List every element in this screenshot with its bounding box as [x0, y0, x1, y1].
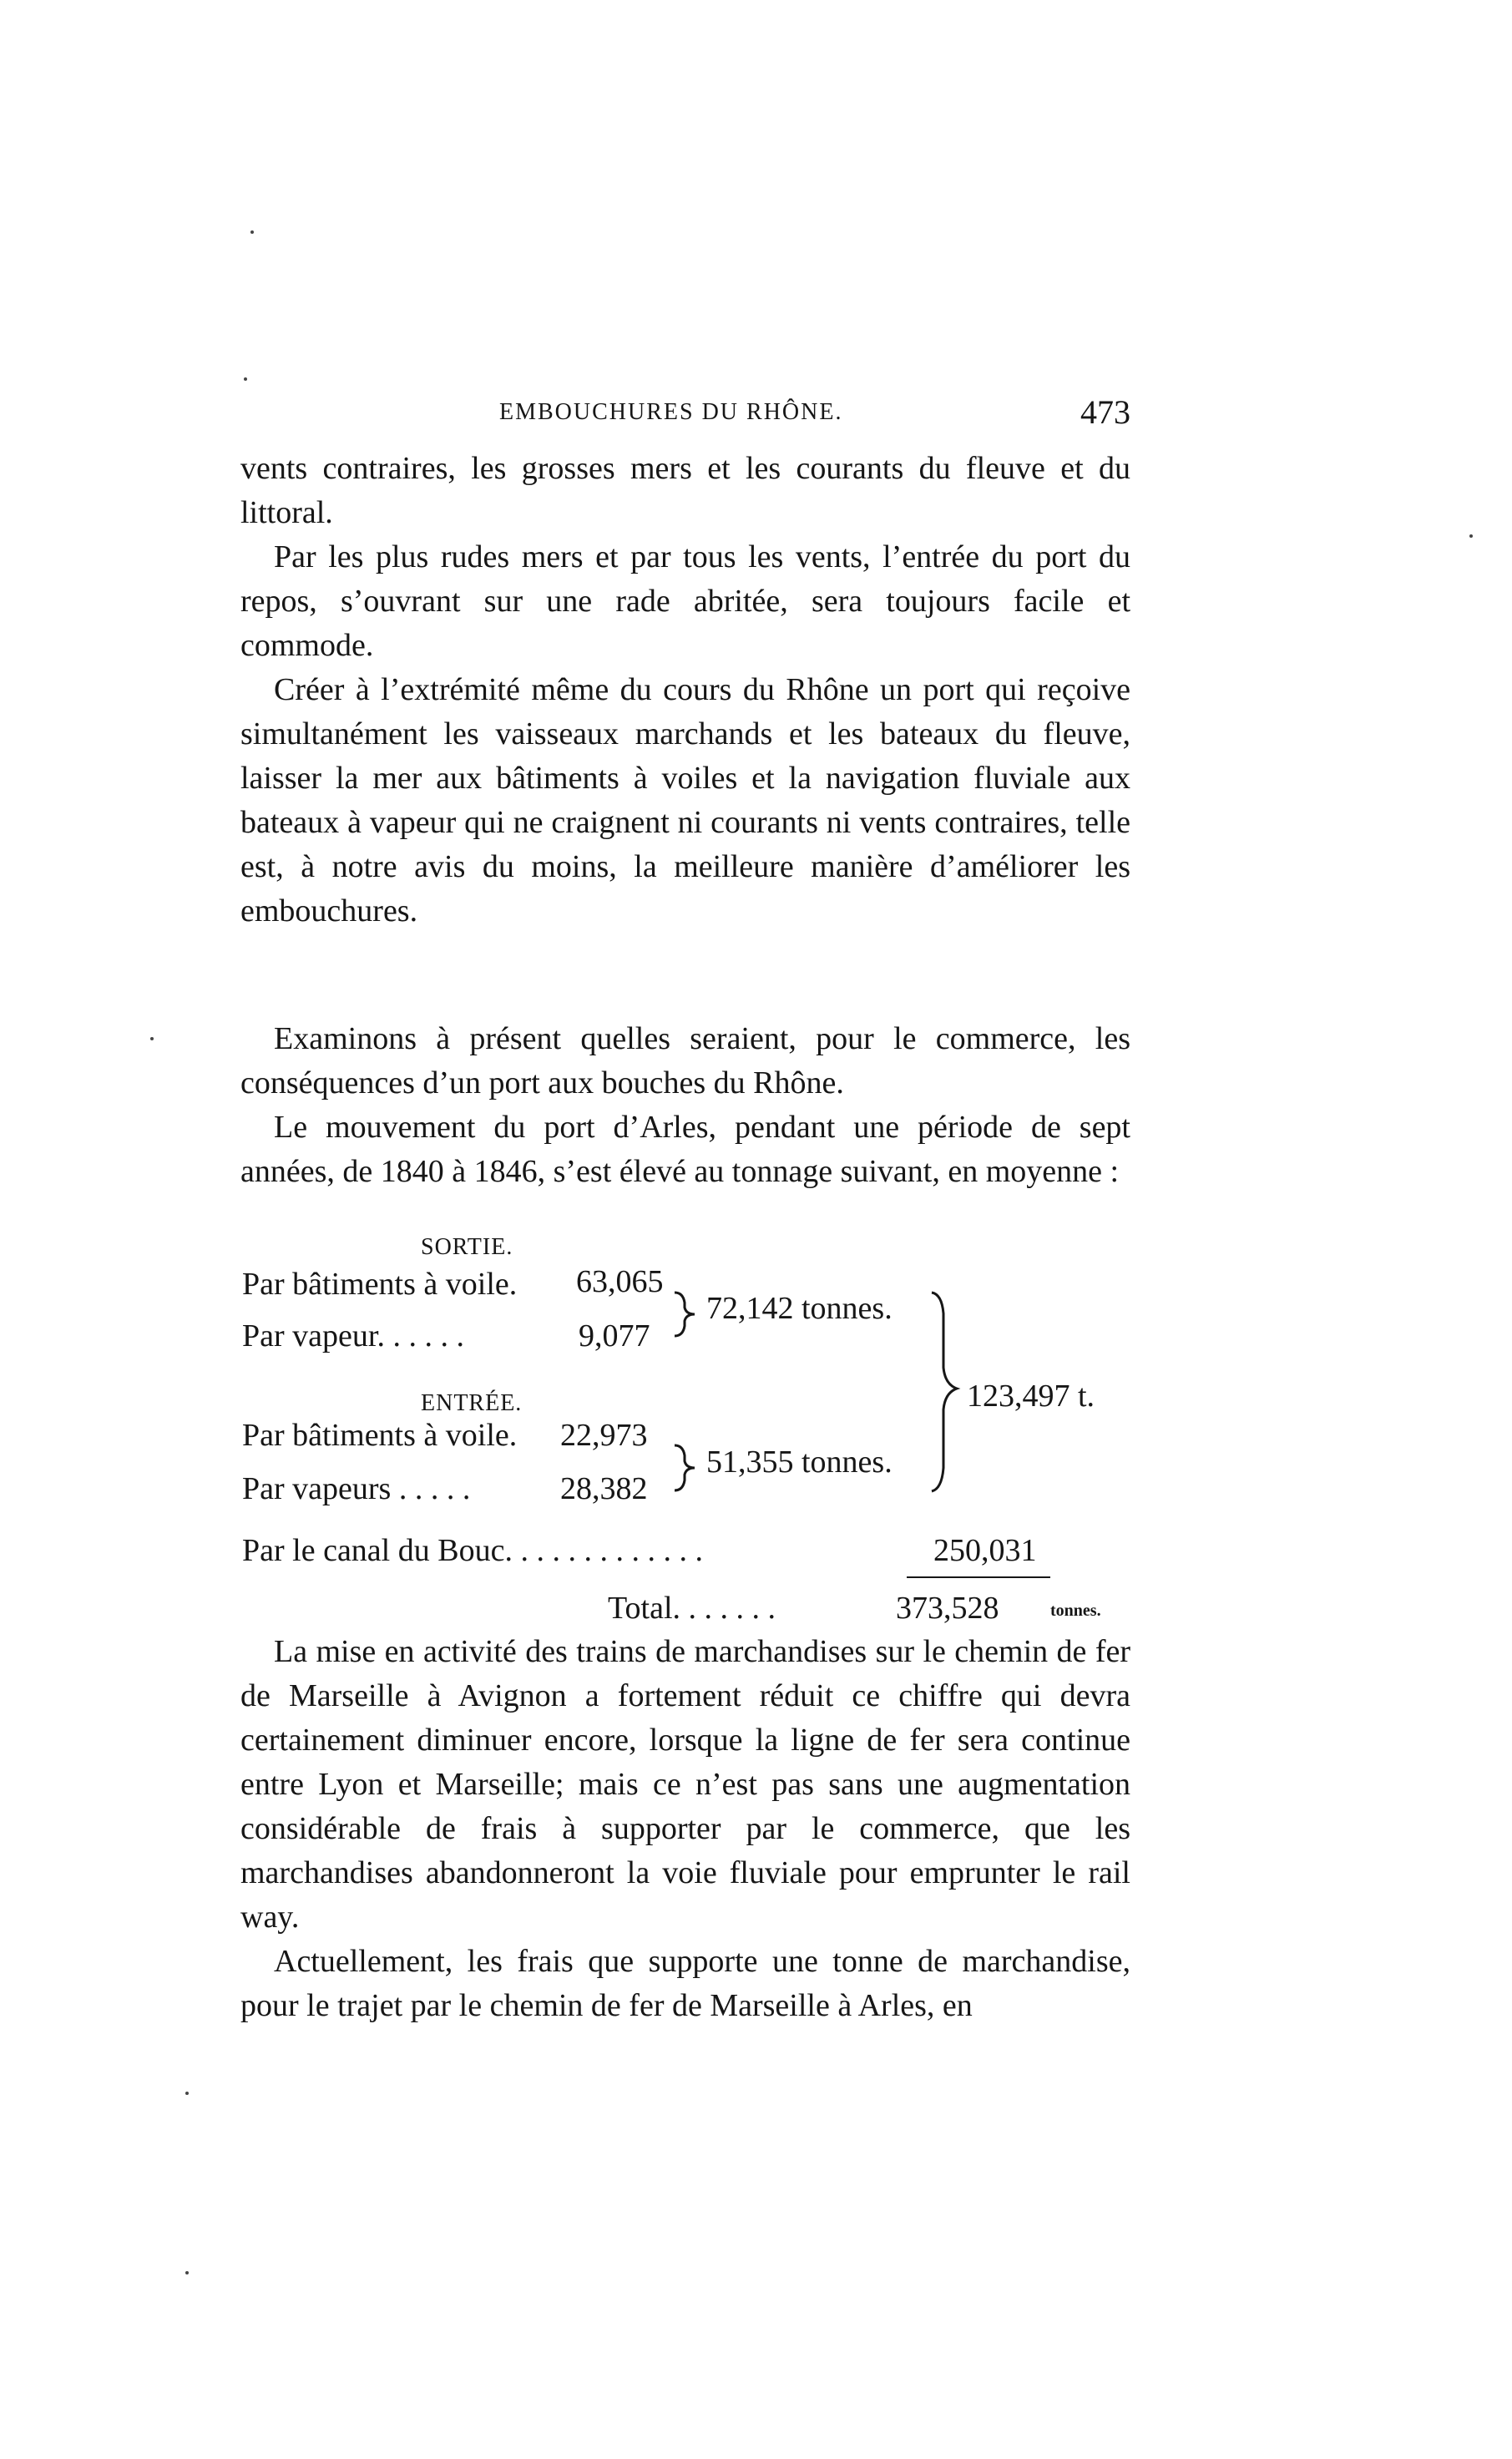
- grand-total-unit: tonnes.: [1050, 1601, 1101, 1620]
- grand-total-value: 373,528: [896, 1591, 999, 1626]
- print-speck: [185, 2271, 189, 2274]
- paragraph: Examinons à présent quelles seraient, pour le commerce, les conséquences d’un port aux bouches du Rhône.: [240, 1021, 1130, 1100]
- tonnage-table: [240, 1234, 1142, 1627]
- paragraph: La mise en activité des trains de marchandises sur le chemin de fer de Marseille à Avignon a fortement réduit ce chiffre qui devra certainement diminuer encore, lorsque la ligne de fer sera continue entre Lyon et Marseille; mais ce n’est pas sans une augmentation considérable de frais à supporter par le commerce, que les marchandises abandonneront la voie fluviale pour emprunter le rail way.: [240, 1634, 1130, 1935]
- text-block-top: [240, 447, 1130, 934]
- entree-row-label: Par vapeurs . . . . .: [242, 1471, 471, 1506]
- paragraph: Le mouvement du port d’Arles, pendant une période de sept années, de 1840 à 1846, s’est élevé au tonnage suivant, en moyenne :: [240, 1110, 1130, 1189]
- print-speck: [244, 377, 247, 381]
- paragraph: vents contraires, les grosses mers et les courants du fleuve et du littoral.: [240, 451, 1130, 530]
- print-speck: [1469, 534, 1473, 538]
- paragraph: Actuellement, les frais que supporte une tonne de marchandise, pour le trajet par le chemin de fer de Marseille à Arles, en: [240, 1944, 1130, 2023]
- text-block-bottom: [240, 1630, 1130, 2028]
- entree-heading: ENTRÉE.: [421, 1390, 523, 1416]
- paragraph: Par les plus rudes mers et par tous les vents, l’entrée du port du repos, s’ouvrant sur une rade abritée, sera toujours facile et commode.: [240, 539, 1130, 663]
- print-speck: [250, 230, 254, 234]
- sortie-row-value: 9,077: [579, 1318, 650, 1353]
- sortie-heading: SORTIE.: [421, 1234, 513, 1260]
- entree-brace: [675, 1445, 695, 1490]
- paragraph: Créer à l’extrémité même du cours du Rhône un port qui reçoive simultanément les vaisseaux marchands et les bateaux du fleuve, laisser la mer aux bâtiments à voiles et la navigation fluviale aux bateaux à vapeur qui ne craignent ni courants ni vents contraires, telle est, à notre avis du moins, la meilleure manière d’améliorer les embouchures.: [240, 672, 1130, 928]
- print-speck: [150, 1037, 154, 1040]
- combined-brace: [932, 1293, 957, 1491]
- entree-row-label: Par bâtiments à voile.: [242, 1418, 518, 1453]
- print-speck: [185, 2092, 189, 2095]
- canal-label: Par le canal du Bouc. . . . . . . . . . . . .: [242, 1533, 703, 1568]
- sortie-subtotal: 72,142 tonnes.: [706, 1291, 893, 1326]
- sortie-row-value: 63,065: [576, 1264, 664, 1299]
- sortie-brace: [675, 1293, 695, 1336]
- canal-value: 250,031: [933, 1533, 1037, 1568]
- combined-total: 123,497 t.: [967, 1379, 1095, 1414]
- running-title: EMBOUCHURES DU RHÔNE.: [499, 399, 843, 425]
- entree-row-value: 28,382: [560, 1471, 648, 1506]
- entree-row-value: 22,973: [560, 1418, 648, 1453]
- text-block-middle: [240, 1017, 1130, 1194]
- brace-lines: [240, 1234, 1142, 1627]
- grand-total-label: Total. . . . . . .: [608, 1591, 776, 1626]
- running-head: [240, 392, 1130, 443]
- entree-subtotal: 51,355 tonnes.: [706, 1445, 893, 1480]
- sortie-row-label: Par bâtiments à voile.: [242, 1267, 518, 1302]
- page-number: 473: [1080, 393, 1130, 431]
- sortie-row-label: Par vapeur. . . . . .: [242, 1318, 464, 1353]
